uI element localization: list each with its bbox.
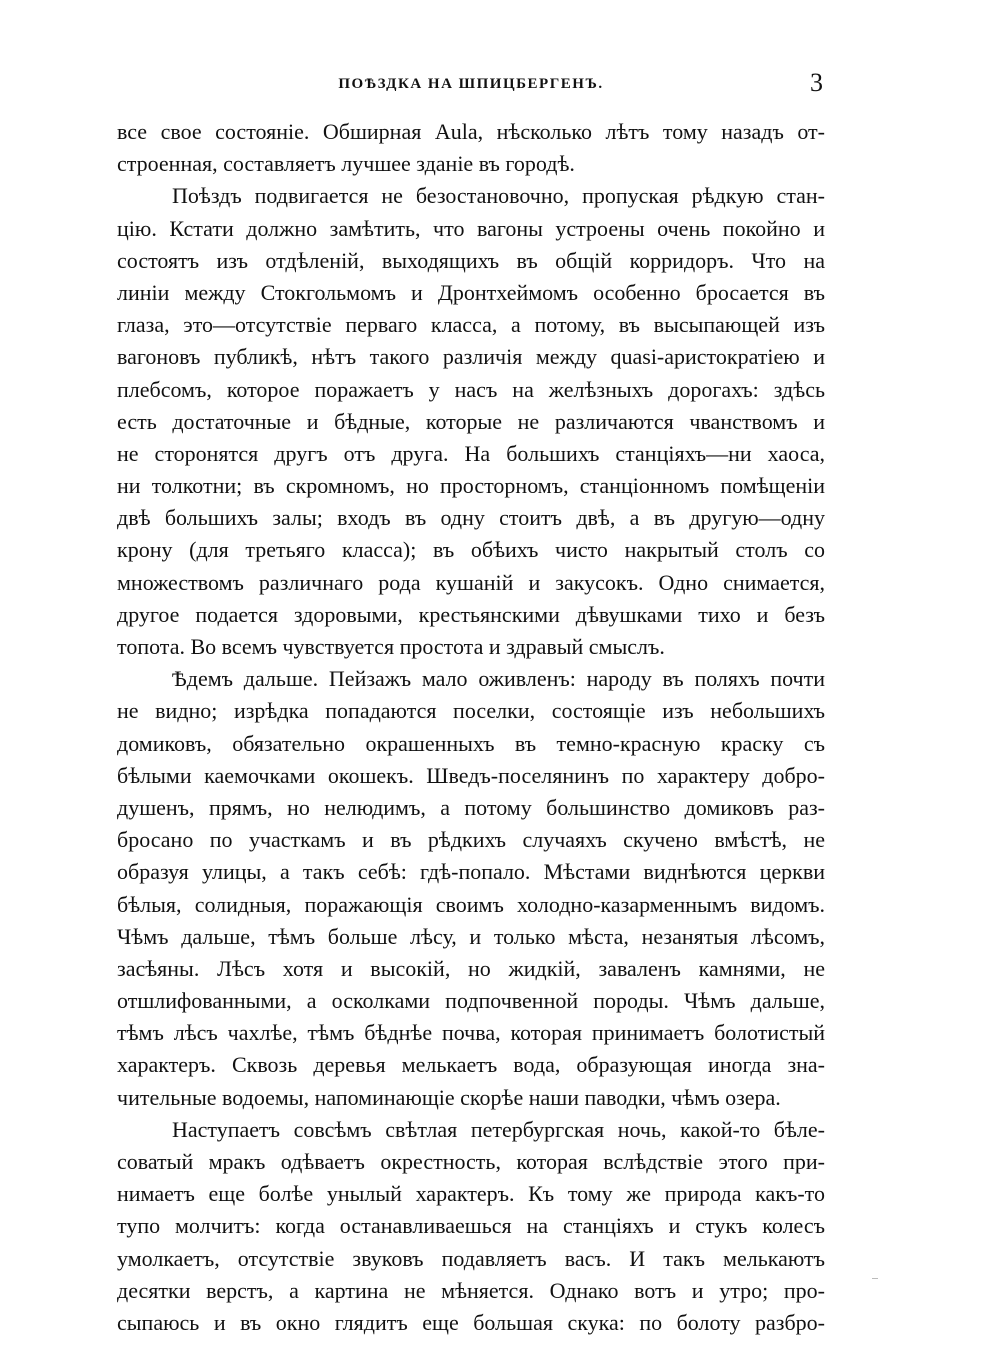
text-line: бѣлыя, солидныя, поражающія своимъ холодно-казарменнымъ видомъ. [117, 891, 825, 917]
text-line: тупо молчитъ: когда останавливаешься на станціяхъ и стукъ колесъ [117, 1213, 825, 1239]
text-line: есть достаточные и бѣдные, которые не различаются чванствомъ и [117, 408, 825, 434]
text-line: чительные водоемы, напоминающіе скорѣе наши паводки, чѣмъ озера. [117, 1084, 781, 1110]
text-line: линіи между Стокгольмомъ и Дронтхеймомъ особенно бросается въ [117, 279, 825, 305]
running-title: ПОѢЗДКА НА ШПИЦБЕРГЕНЪ. [338, 76, 604, 92]
text-line: все свое состояніе. Обширная Aula, нѣсколько лѣтъ тому назадъ от- [117, 119, 825, 144]
text-line: двѣ большихъ залы; входъ въ одну стоитъ двѣ, а въ другую—одну [117, 505, 825, 531]
text-line: отшлифованными, а осколками подпочвенной породы. Чѣмъ дальше, [117, 988, 825, 1014]
text-line: глаза, это—отсутствіе перваго класса, а потому, въ высыпающей изъ [117, 312, 825, 338]
text-line: образуя улицы, а такъ себѣ: гдѣ-попало. Мѣстами виднѣются церкви [117, 859, 825, 885]
text-line: цію. Кстати должно замѣтить, что вагоны устроены очень покойно и [117, 215, 825, 241]
text-line: строенная, составляетъ лучшее зданіе въ городѣ. [117, 151, 575, 177]
text-line: множествомъ различнаго рода кушаній и закусокъ. Одно снимается, [117, 569, 825, 595]
text-line: десятки верстъ, а картина не мѣняется. Однако вотъ и утро; про- [117, 1277, 825, 1303]
text-line: Наступаетъ совсѣмъ свѣтлая петербургская ночь, какой-то бѣле- [172, 1116, 825, 1142]
running-head [117, 68, 825, 98]
text-line: характеръ. Сквозь деревья мелькаетъ вода, образующая иногда зна- [117, 1052, 825, 1078]
text-line: Поѣздъ подвигается не безостановочно, пропуская рѣдкую стан- [172, 183, 825, 209]
text-line: состоятъ изъ отдѣленій, выходящихъ въ общій корридоръ. Что на [117, 247, 825, 273]
margin-mark [872, 1278, 878, 1279]
text-line: ни толкотни; въ скромномъ, но просторномъ, станціонномъ помѣщеніи [117, 473, 825, 499]
text-line: не видно; изрѣдка попадаются поселки, состоящіе изъ небольшихъ [117, 698, 825, 724]
text-line: засѣяны. Лѣсъ хотя и высокій, но жидкій, заваленъ камнями, не [117, 955, 825, 981]
text-line: тѣмъ лѣсъ чахлѣе, тѣмъ бѣднѣе почва, которая принимаетъ болотистый [117, 1020, 825, 1046]
text-line: крону (для третьяго класса); въ обѣихъ чисто накрытый столъ со [117, 537, 825, 563]
text-line: Чѣмъ дальше, тѣмъ больше лѣсу, и только мѣста, незанятыя лѣсомъ, [117, 923, 825, 949]
text-line: топота. Во всемъ чувствуется простота и здравый смыслъ. [117, 634, 665, 659]
text-line: бросано по участкамъ и въ рѣдкихъ случаяхъ скучено вмѣстѣ, не [117, 827, 825, 853]
text-line: сыпаюсь и въ окно глядитъ еще большая скука: по болоту разбро- [117, 1309, 825, 1335]
text-line: другое подается здоровыми, крестьянскими дѣвушками тихо и безъ [117, 601, 825, 627]
page-number: 3 [810, 68, 823, 97]
text-line: бѣлыми каемочками окошекъ. Шведъ-поселянинъ по характеру добро- [117, 762, 825, 788]
body-text [117, 116, 825, 1339]
text-line: соватый мракъ одѣваетъ окрестность, которая вслѣдствіе этого при- [117, 1149, 825, 1174]
text-line: плебсомъ, которое поражаетъ у насъ на желѣзныхъ дорогахъ: здѣсь [117, 376, 825, 402]
text-line: нимаетъ еще болѣе унылый характеръ. Къ тому же природа какъ-то [117, 1181, 825, 1207]
text-line: умолкаетъ, отсутствіе звуковъ подавляетъ васъ. И такъ мелькаютъ [117, 1245, 825, 1271]
text-line: домиковъ, обязательно окрашенныхъ въ темно-красную краску съ [117, 730, 825, 756]
text-line: Ѣдемъ дальше. Пейзажъ мало оживленъ: народу въ поляхъ почти [172, 666, 825, 692]
text-line: душенъ, прямъ, но нелюдимъ, а потому большинство домиковъ раз- [117, 794, 825, 820]
text-line: вагоновъ публикѣ, нѣтъ такого различія между quasi-аристократіею и [117, 344, 825, 370]
text-line: не сторонятся другъ отъ друга. На большихъ станціяхъ—ни хаоса, [117, 440, 825, 466]
